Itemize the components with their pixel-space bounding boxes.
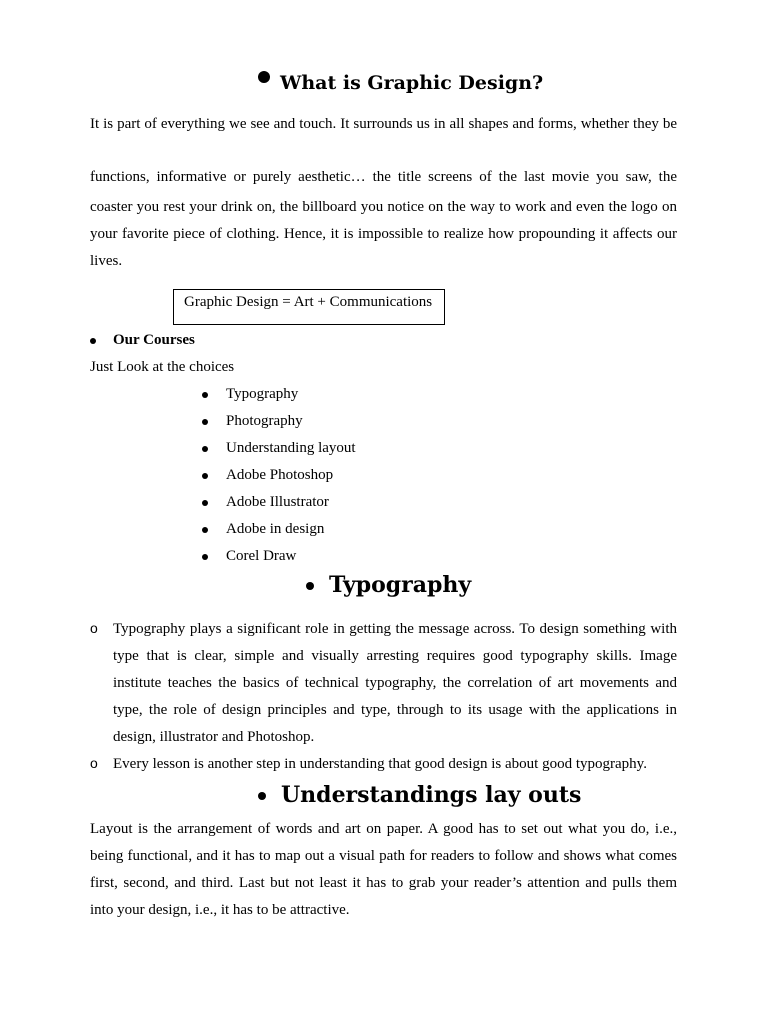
layouts-paragraph-line: being functional, and it has to map out a visual path for readers to follow and shows what comes [90,848,677,864]
course-item: Adobe Illustrator [226,494,329,510]
bullet-icon [202,419,208,425]
typography-point-line: type that is clear, simple and visually arresting requires good typography skills. Image [113,648,677,664]
intro-paragraph-line: your favorite piece of clothing. Hence, it is impossible to realize how propounding it affects our [90,226,677,242]
layouts-paragraph-line: into your design, i.e., it has to be attractive. [90,902,350,918]
intro-paragraph-line: functions, informative or purely aesthetic… the title screens of the last movie you saw, the [90,169,677,185]
courses-heading: Our Courses [113,332,195,348]
intro-paragraph-line: lives. [90,253,123,269]
circle-bullet-icon: o [90,755,98,771]
bullet-icon [202,500,208,506]
heading-bullet-icon [258,792,266,800]
heading-understandings-layouts: Understandings lay outs [281,782,582,808]
typography-point-line: Typography plays a significant role in getting the message across. To design something with [113,621,677,637]
course-item: Adobe Photoshop [226,467,334,483]
layouts-paragraph-line: first, second, and third. Last but not least it has to grab your reader’s attention and pulls them [90,875,677,891]
equation-box: Graphic Design = Art + Communications [173,289,445,325]
bullet-icon [202,473,208,479]
course-item: Typography [226,386,299,402]
course-item: Photography [226,413,303,429]
bullet-icon [202,392,208,398]
typography-point-line: type, the role of design principles and type, through to its usage with the applications in [113,702,677,718]
course-item: Adobe in design [226,521,325,537]
heading-typography: Typography [329,572,472,598]
course-item: Understanding layout [226,440,356,456]
courses-intro: Just Look at the choices [90,359,235,375]
bullet-icon [202,527,208,533]
intro-paragraph-line: coaster you rest your drink on, the billboard you notice on the way to work and even the logo on [90,199,677,215]
layouts-paragraph-line: Layout is the arrangement of words and art on paper. A good has to set out what you do, i.e., [90,821,677,837]
bullet-icon [202,446,208,452]
heading-bullet-icon [258,71,270,83]
typography-point-line: institute teaches the basics of technical typography, the correlation of art movements and [113,675,677,691]
bullet-icon [202,554,208,560]
heading-what-is-graphic-design: What is Graphic Design? [280,72,544,94]
intro-paragraph-line: It is part of everything we see and touch. It surrounds us in all shapes and forms, whether they be [90,116,677,132]
heading-bullet-icon [306,582,314,590]
typography-point-line: design, illustrator and Photoshop. [113,729,315,745]
circle-bullet-icon: o [90,620,98,636]
course-item: Corel Draw [226,548,297,564]
typography-point-line: Every lesson is another step in understanding that good design is about good typography. [113,756,647,772]
bullet-icon [90,338,96,344]
